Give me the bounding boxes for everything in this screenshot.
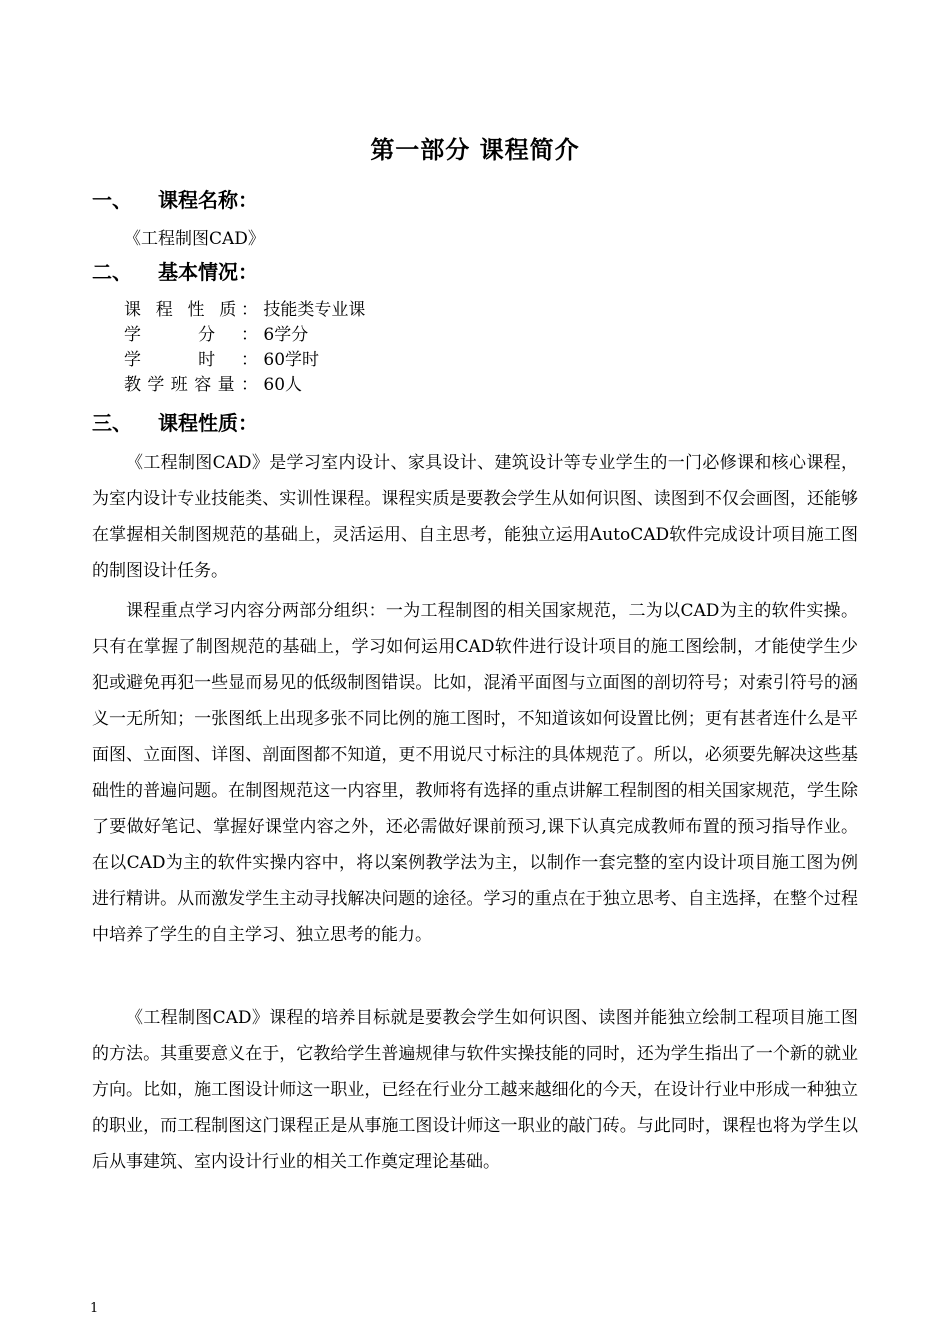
- course-name-value: 《工程制图CAD》: [124, 229, 265, 249]
- info-row-hours: [124, 348, 319, 373]
- info-value: 60人: [263, 375, 303, 395]
- page-title: 第一部分 课程简介: [370, 136, 580, 164]
- info-label: 课 程 性 质：: [124, 300, 258, 320]
- info-row-credits: [124, 323, 308, 348]
- info-row-course-type: [124, 298, 365, 323]
- info-label: 学 分：: [124, 325, 258, 345]
- section-heading-text: 基本情况：: [158, 260, 258, 284]
- section-heading-basic-info: [92, 257, 258, 287]
- section-number: 一、: [92, 188, 132, 212]
- section-heading-course-name: [92, 185, 258, 215]
- info-value: 技能类专业课: [263, 300, 366, 320]
- paragraph-course-content: 课程重点学习内容分两部分组织：一为工程制图的相关国家规范，二为以CAD为主的软件实操。只有在掌握了制图规范的基础上，学习如何运用CAD软件进行设计项目的施工图绘制，才能使学生少犯或避免再犯一些显而易见的低级制图错误。比如，混淆平面图与立面图的剖切符号；对索引符号的涵义一无所知；一张图纸上出现多张不同比例的施工图时，不知道该如何设置比例；更有甚者连什么是平面图、立面图、详图、剖面图都不知道，更不用说尺寸标注的具体规范了。所以，必须要先解决这些基础性的普遍问题。在制图规范这一内容里，教师将有选择的重点讲解工程制图的相关国家规范，学生除了要做好笔记、掌握好课堂内容之外，还必需做好课前预习,课下认真完成教师布置的预习指导作业。在以CAD为主的软件实操内容中，将以案例教学法为主，以制作一套完整的室内设计项目施工图为例进行精讲。从而激发学生主动寻找解决问题的途径。学习的重点在于独立思考、自主选择，在整个过程中培养了学生的自主学习、独立思考的能力。: [92, 601, 858, 945]
- info-label: 教学班容量：: [124, 375, 258, 395]
- page-number: 1: [90, 1301, 99, 1316]
- section-heading-course-nature: [92, 408, 258, 438]
- section-heading-text: 课程性质：: [158, 411, 258, 435]
- info-row-class-capacity: [124, 373, 302, 398]
- section-number: 三、: [92, 411, 132, 435]
- info-value: 60学时: [263, 350, 320, 370]
- section-number: 二、: [92, 260, 132, 284]
- info-value: 6学分: [263, 325, 309, 345]
- paragraph-course-goals: 《工程制图CAD》课程的培养目标就是要教会学生如何识图、读图并能独立绘制工程项目施工图的方法。其重要意义在于，它教给学生普遍规律与软件实操技能的同时，还为学生指出了一个新的就业方向。比如，施工图设计师这一职业，已经在行业分工越来越细化的今天，在设计行业中形成一种独立的职业，而工程制图这门课程正是从事施工图设计师这一职业的敲门砖。与此同时，课程也将为学生以后从事建筑、室内设计行业的相关工作奠定理论基础。: [92, 1008, 858, 1172]
- info-label: 学 时：: [124, 350, 258, 370]
- section-heading-text: 课程名称：: [158, 188, 258, 212]
- paragraph-course-overview: 《工程制图CAD》是学习室内设计、家具设计、建筑设计等专业学生的一门必修课和核心课程，为室内设计专业技能类、实训性课程。课程实质是要教会学生从如何识图、读图到不仅会画图，还能够在掌握相关制图规范的基础上，灵活运用、自主思考，能独立运用AutoCAD软件完成设计项目施工图的制图设计任务。: [92, 453, 858, 581]
